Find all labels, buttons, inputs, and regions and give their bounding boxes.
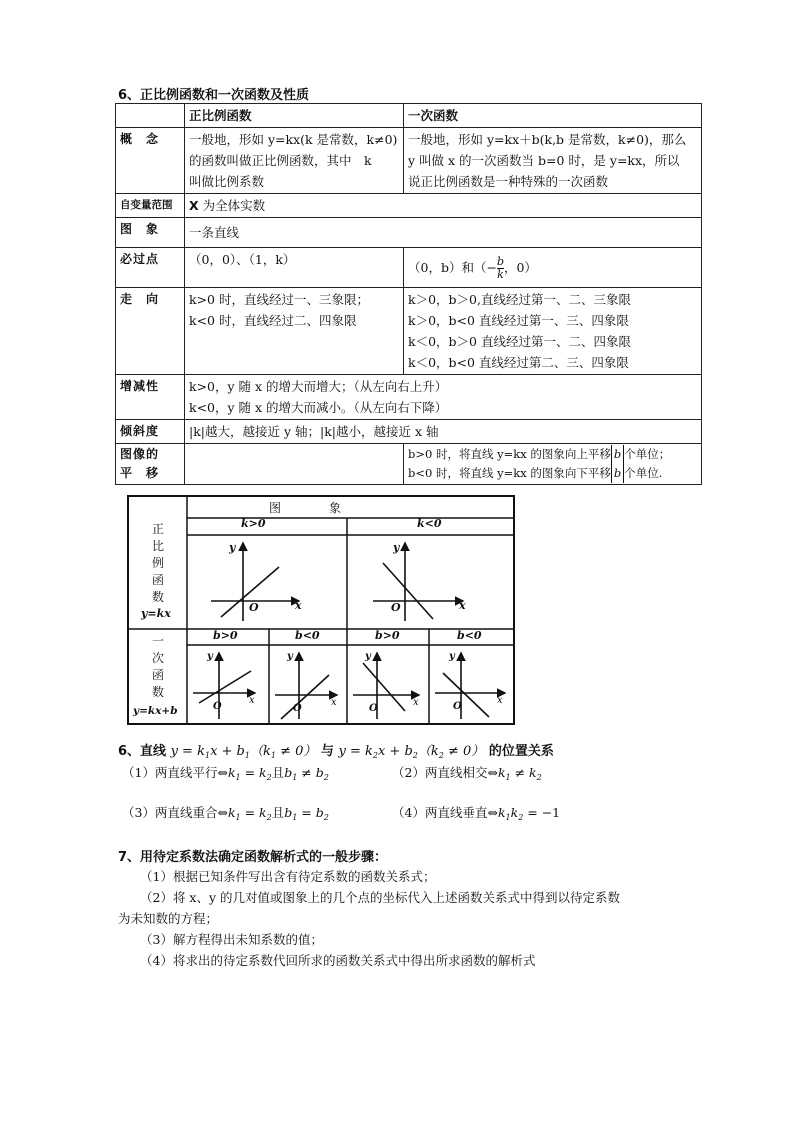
row-label-direction: 走 向 (116, 288, 185, 375)
axis-label-y: y (393, 541, 400, 554)
row-label-proportional: 正 比 例 函 数 (151, 522, 164, 604)
list-item: （2）将 x、y 的几对值或图象上的几个点的坐标代入上述函数关系式中得到以待定系数 (140, 890, 621, 905)
row-domain: 自变量范围 X 为全体实数 (116, 194, 702, 218)
relation-perpendicular: （4）两直线垂直$\Leftrightarrow k_1k_2 = -1$ (392, 805, 561, 822)
origin-label: O (249, 601, 259, 614)
graph-figure-svg (129, 497, 515, 725)
row-label-translation: 图像的 平 移 (116, 444, 185, 485)
axis-label-x: x (249, 695, 255, 706)
origin-label: O (369, 703, 378, 714)
row-label-domain: 自变量范围 (116, 194, 185, 218)
col-b-neg-2: b<0 (457, 629, 482, 642)
col-b-pos-2: b>0 (375, 629, 400, 642)
col-b-pos-1: b>0 (213, 629, 238, 642)
table-header-row (116, 104, 702, 128)
row-label-steepness: 倾斜度 (116, 420, 185, 444)
row-steepness: 倾斜度 |k|越大，越接近 y 轴；|k|越小，越接近 x 轴 (116, 420, 702, 444)
relation-coincide: （3）两直线重合$\Leftrightarrow k_1 = k_2$且$b_1 = b_2$ (122, 805, 329, 822)
axis-label-y: y (365, 651, 371, 662)
list-item-continuation: 为未知数的方程； (118, 911, 219, 926)
axis-label-x: x (497, 695, 503, 706)
origin-label: O (293, 703, 302, 714)
graph-figure (127, 495, 515, 725)
properties-table (115, 103, 702, 485)
origin-label: O (213, 701, 222, 712)
col-b-neg-1: b<0 (295, 629, 320, 642)
list-item: （1）根据已知条件写出含有待定系数的函数关系式； (140, 869, 436, 884)
line-kneg-bneg (443, 673, 489, 717)
line-kpos-bneg (281, 675, 329, 719)
axis-label-y: y (449, 651, 455, 662)
origin-label: O (453, 701, 462, 712)
col-header-linear: 一次函数 (404, 104, 702, 128)
col-k-neg: k<0 (417, 517, 442, 530)
fraction-b-over-k: $\frac{b}{k}$ (496, 255, 504, 281)
formula-proportional: y=kx (141, 607, 171, 620)
col-k-pos: k>0 (241, 517, 266, 530)
figure-header: 图 象 (269, 501, 342, 515)
section6b-title: 6、直线 $y = k_1x + b_1(k_1 \ne 0)$ 与 $y = k_2x + b_2(k_2 \ne 0)$ 的位置关系 (118, 744, 554, 760)
col-header-proportional: 正比例函数 (185, 104, 404, 128)
origin-label: O (391, 601, 401, 614)
row-graph: 图 象 一条直线 (116, 218, 702, 248)
row-label-point: 必过点 (116, 248, 185, 288)
axis-label-x: x (459, 599, 466, 612)
row-point: 必过点 （0，0）、（1，k） （0，b）和（− $\frac{b}{k}$ ，0） (116, 248, 702, 288)
section7-title: 7、用待定系数法确定函数解析式的一般步骤： (118, 850, 388, 865)
row-translation: 图像的 平 移 b>0 时，将直线 y=kx 的图象向上平移 b 个单位； b<0 时，将直线 y=kx 的图象向下平移 b 个单位. (116, 444, 702, 485)
axis-label-x: x (295, 599, 302, 612)
section6-title: 6、正比例函数和一次函数及性质 (118, 88, 310, 103)
list-item: （4）将求出的待定系数代回所求的函数关系式中得出所求函数的解析式 (140, 953, 536, 968)
row-direction: 走 向 k>0 时，直线经过一、三象限； k<0 时，直线经过二、四象限 k＞0，b＞0,直线经过第一、二、三象限 k＞0，b<0 直线经过第一、三、四象限 k＜0，b＞0 直线经过第一、二、四象限 k＜0，b<0 直线经过第二、三、四象限 (116, 288, 702, 375)
row-monotonic: 增减性 k>0，y 随 x 的增大而增大；（从左向右上升） k<0，y 随 x 的增大而减小。（从左向右下降） (116, 375, 702, 420)
axis-label-y: y (287, 651, 293, 662)
axis-label-y: y (229, 541, 236, 554)
relation-parallel: （1）两直线平行$\Leftrightarrow k_1 = k_2$且$b_1 \ne b_2$ (122, 765, 329, 782)
relation-intersect: （2）两直线相交$\Leftrightarrow k_1 \ne k_2$ (392, 765, 542, 782)
row-concept: 概 念 一般地，形如 y=kx(k 是常数，k≠0) 的函数叫做正比例函数，其中 k 叫做比例系数 一般地，形如 y=kx＋b(k,b 是常数，k≠0)，那么 y 叫做 x 的一次函数当 b=0 时，是 y=kx，所以 说正比例函数是一种特殊的一次函数 (116, 128, 702, 194)
row-label-monotonic: 增减性 (116, 375, 185, 420)
line-kpos-bpos (199, 671, 251, 703)
section7-steps (140, 866, 620, 908)
formula-linear: y=kx+b (133, 705, 178, 717)
row-label-linear: 一 次 函 数 (151, 634, 164, 699)
row-label-graph: 图 象 (116, 218, 185, 248)
axis-label-y: y (207, 651, 213, 662)
row-label-concept: 概 念 (116, 128, 185, 194)
axis-label-x: x (413, 697, 419, 708)
section7-steps-2 (140, 929, 535, 971)
list-item: （3）解方程得出未知系数的值； (140, 932, 323, 947)
axis-label-x: x (331, 697, 337, 708)
